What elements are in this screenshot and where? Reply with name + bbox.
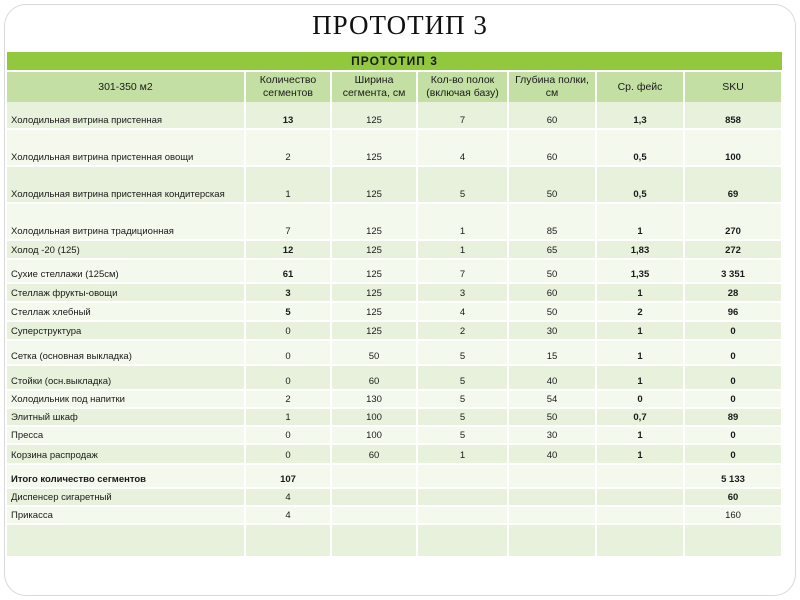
- cell-face: 0: [596, 390, 684, 408]
- table-row: [7, 464, 782, 488]
- cell-sku: 270: [684, 203, 782, 240]
- header-sku: SKU: [684, 71, 782, 102]
- cell-name: Холодильная витрина пристенная овощи: [7, 129, 245, 166]
- table-row: [7, 444, 782, 464]
- table-row: [7, 166, 782, 203]
- cell-segments: 0: [245, 340, 331, 365]
- cell-width: [331, 524, 417, 557]
- header-area: 301-350 м2: [7, 71, 245, 102]
- cell-shelves: 7: [417, 259, 508, 283]
- cell-shelves: 5: [417, 365, 508, 390]
- cell-depth: 54: [508, 390, 596, 408]
- cell-depth: 50: [508, 166, 596, 203]
- table-row: [7, 240, 782, 259]
- cell-sku: 0: [684, 365, 782, 390]
- cell-name: Холодильная витрина традиционная: [7, 203, 245, 240]
- cell-width: [331, 464, 417, 488]
- cell-width: 125: [331, 259, 417, 283]
- cell-shelves: [417, 464, 508, 488]
- cell-width: 60: [331, 444, 417, 464]
- cell-segments: 7: [245, 203, 331, 240]
- cell-depth: [508, 488, 596, 506]
- cell-face: 1: [596, 365, 684, 390]
- cell-name: Сухие стеллажи (125см): [7, 259, 245, 283]
- cell-shelves: 5: [417, 390, 508, 408]
- cell-segments: 4: [245, 488, 331, 506]
- cell-depth: [508, 524, 596, 557]
- cell-width: 125: [331, 203, 417, 240]
- cell-depth: 50: [508, 259, 596, 283]
- cell-face: 1,83: [596, 240, 684, 259]
- cell-shelves: 1: [417, 203, 508, 240]
- cell-shelves: 3: [417, 283, 508, 302]
- cell-name: Корзина распродаж: [7, 444, 245, 464]
- cell-width: [331, 506, 417, 524]
- cell-shelves: 4: [417, 302, 508, 321]
- cell-shelves: 5: [417, 340, 508, 365]
- cell-sku: 858: [684, 102, 782, 129]
- cell-segments: 2: [245, 390, 331, 408]
- cell-name: Стеллаж хлебный: [7, 302, 245, 321]
- cell-name: Холодильная витрина пристенная: [7, 102, 245, 129]
- cell-face: [596, 464, 684, 488]
- cell-segments: 13: [245, 102, 331, 129]
- cell-width: [331, 488, 417, 506]
- cell-face: 1: [596, 426, 684, 444]
- cell-shelves: [417, 506, 508, 524]
- cell-segments: 0: [245, 321, 331, 340]
- cell-segments: 0: [245, 444, 331, 464]
- header-shelf-count: Кол-во полок (включая базу): [417, 71, 508, 102]
- cell-sku: 89: [684, 408, 782, 426]
- cell-sku: 100: [684, 129, 782, 166]
- cell-depth: 60: [508, 129, 596, 166]
- cell-sku: 0: [684, 340, 782, 365]
- table-row: [7, 321, 782, 340]
- cell-face: 1,35: [596, 259, 684, 283]
- cell-face: 2: [596, 302, 684, 321]
- cell-name: Итого количество сегментов: [7, 464, 245, 488]
- cell-sku: 272: [684, 240, 782, 259]
- cell-width: 125: [331, 129, 417, 166]
- cell-sku: 28: [684, 283, 782, 302]
- cell-name: [7, 524, 245, 557]
- cell-face: 0,5: [596, 129, 684, 166]
- cell-name: Прикасса: [7, 506, 245, 524]
- cell-face: 1: [596, 340, 684, 365]
- cell-depth: 30: [508, 321, 596, 340]
- cell-depth: 15: [508, 340, 596, 365]
- cell-face: 1: [596, 203, 684, 240]
- cell-width: 50: [331, 340, 417, 365]
- cell-sku: 0: [684, 444, 782, 464]
- cell-depth: 50: [508, 302, 596, 321]
- cell-sku: [684, 524, 782, 557]
- table-row: [7, 390, 782, 408]
- table-row: [7, 488, 782, 506]
- cell-depth: [508, 464, 596, 488]
- cell-name: Холод -20 (125): [7, 240, 245, 259]
- cell-depth: 60: [508, 283, 596, 302]
- table-row: [7, 283, 782, 302]
- cell-shelves: [417, 524, 508, 557]
- table-row: [7, 259, 782, 283]
- cell-segments: 0: [245, 426, 331, 444]
- cell-shelves: 1: [417, 444, 508, 464]
- cell-name: Сетка (основная выкладка): [7, 340, 245, 365]
- cell-segments: 3: [245, 283, 331, 302]
- cell-depth: 40: [508, 444, 596, 464]
- cell-segments: 12: [245, 240, 331, 259]
- cell-sku: 0: [684, 426, 782, 444]
- cell-segments: 0: [245, 365, 331, 390]
- table-banner: ПРОТОТИП 3: [7, 52, 782, 71]
- cell-segments: 5: [245, 302, 331, 321]
- table-row: [7, 365, 782, 390]
- header-segment-width: Ширина сегмента, см: [331, 71, 417, 102]
- cell-width: 125: [331, 240, 417, 259]
- cell-shelves: 5: [417, 426, 508, 444]
- table-row: [7, 426, 782, 444]
- cell-face: 1: [596, 444, 684, 464]
- cell-shelves: 7: [417, 102, 508, 129]
- cell-width: 125: [331, 321, 417, 340]
- cell-segments: [245, 524, 331, 557]
- cell-name: Холодильная витрина пристенная кондитерская: [7, 166, 245, 203]
- cell-shelves: 5: [417, 166, 508, 203]
- cell-face: [596, 506, 684, 524]
- cell-name: Холодильник под напитки: [7, 390, 245, 408]
- cell-sku: 3 351: [684, 259, 782, 283]
- cell-sku: 60: [684, 488, 782, 506]
- cell-sku: 160: [684, 506, 782, 524]
- cell-segments: 1: [245, 408, 331, 426]
- cell-width: 125: [331, 102, 417, 129]
- cell-segments: 61: [245, 259, 331, 283]
- cell-face: [596, 524, 684, 557]
- cell-name: Диспенсер сигаретный: [7, 488, 245, 506]
- cell-face: [596, 488, 684, 506]
- table-row: [7, 302, 782, 321]
- cell-shelves: 5: [417, 408, 508, 426]
- cell-width: 130: [331, 390, 417, 408]
- table-row: [7, 102, 782, 129]
- cell-depth: 60: [508, 102, 596, 129]
- cell-name: Пресса: [7, 426, 245, 444]
- cell-depth: 85: [508, 203, 596, 240]
- cell-segments: 2: [245, 129, 331, 166]
- cell-face: 0,7: [596, 408, 684, 426]
- cell-width: 60: [331, 365, 417, 390]
- cell-segments: 107: [245, 464, 331, 488]
- header-avg-face: Ср. фейс: [596, 71, 684, 102]
- cell-face: 1: [596, 283, 684, 302]
- cell-face: 1: [596, 321, 684, 340]
- cell-shelves: [417, 488, 508, 506]
- cell-depth: 40: [508, 365, 596, 390]
- slide-title: ПРОТОТИП 3: [312, 10, 488, 40]
- cell-width: 100: [331, 408, 417, 426]
- cell-depth: 30: [508, 426, 596, 444]
- cell-depth: 65: [508, 240, 596, 259]
- cell-name: Стойки (осн.выкладка): [7, 365, 245, 390]
- cell-segments: 1: [245, 166, 331, 203]
- cell-face: 1,3: [596, 102, 684, 129]
- cell-sku: 0: [684, 390, 782, 408]
- table-row: [7, 203, 782, 240]
- cell-width: 125: [331, 166, 417, 203]
- cell-sku: 0: [684, 321, 782, 340]
- cell-face: 0,5: [596, 166, 684, 203]
- cell-sku: 5 133: [684, 464, 782, 488]
- cell-shelves: 4: [417, 129, 508, 166]
- table-row: [7, 340, 782, 365]
- cell-width: 125: [331, 283, 417, 302]
- cell-width: 100: [331, 426, 417, 444]
- cell-name: Стеллаж фрукты-овощи: [7, 283, 245, 302]
- cell-sku: 96: [684, 302, 782, 321]
- table-row: [7, 408, 782, 426]
- header-shelf-depth: Глубина полки, см: [508, 71, 596, 102]
- cell-name: Элитный шкаф: [7, 408, 245, 426]
- header-segments: Количество сегментов: [245, 71, 331, 102]
- cell-shelves: 1: [417, 240, 508, 259]
- cell-depth: [508, 506, 596, 524]
- table-row: [7, 129, 782, 166]
- cell-width: 125: [331, 302, 417, 321]
- cell-name: Суперструктура: [7, 321, 245, 340]
- cell-shelves: 2: [417, 321, 508, 340]
- table-row: [7, 506, 782, 524]
- cell-segments: 4: [245, 506, 331, 524]
- cell-depth: 50: [508, 408, 596, 426]
- cell-sku: 69: [684, 166, 782, 203]
- prototype-table: [7, 52, 783, 558]
- table-row: [7, 524, 782, 557]
